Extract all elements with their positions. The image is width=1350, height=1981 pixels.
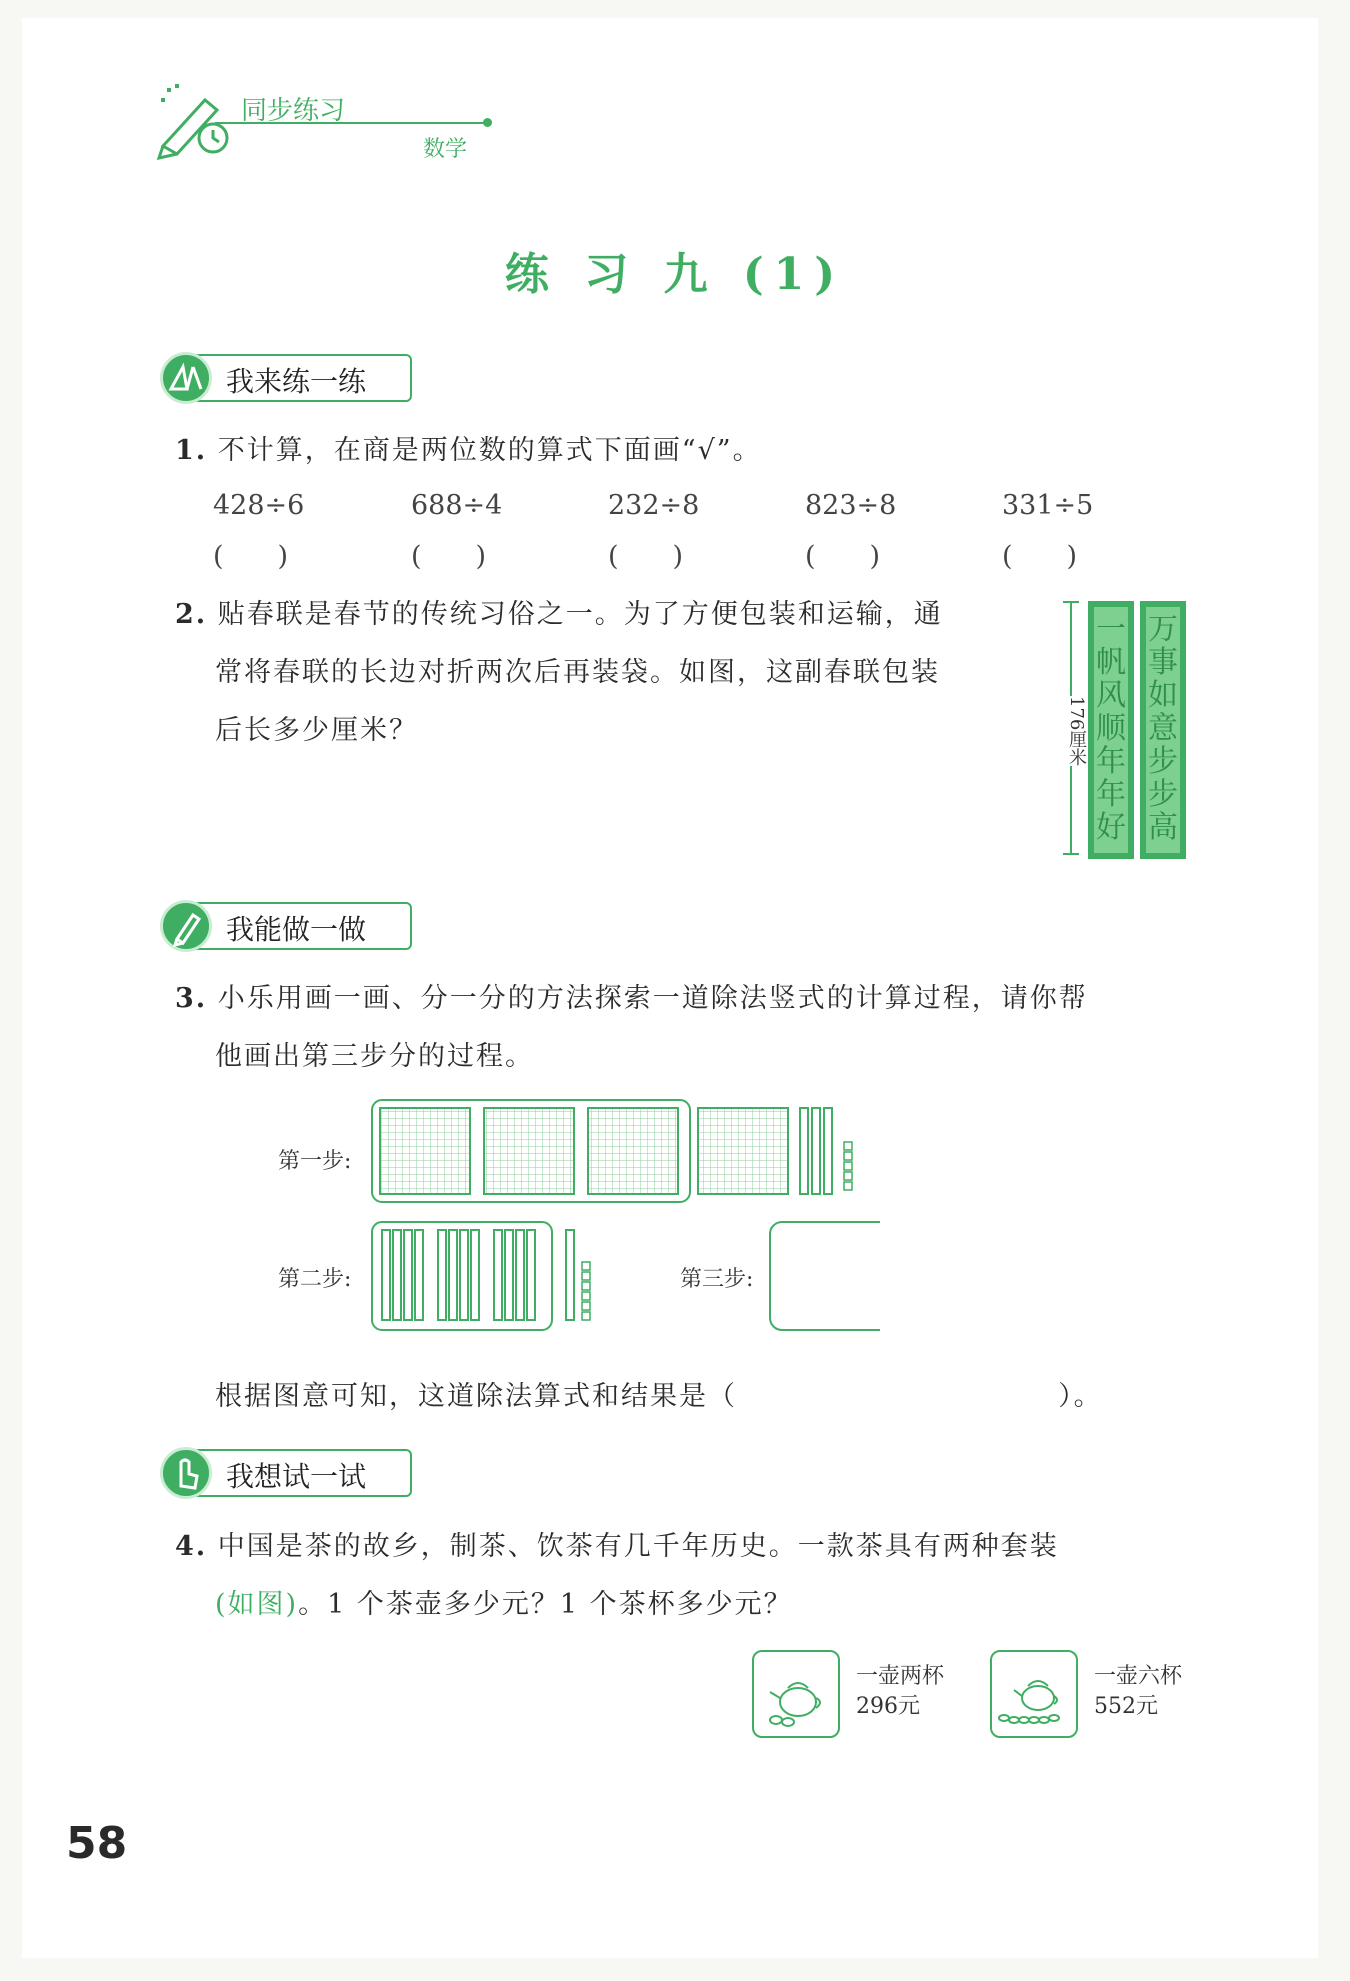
tea-set-1-price: 296元 [856, 1694, 920, 1719]
tea-set-2-price: 552元 [1094, 1694, 1158, 1719]
section-label: 我能做一做 [226, 913, 367, 946]
couplet-right [1140, 601, 1186, 859]
question-3 [175, 970, 1195, 1086]
question-text: 不计算，在商是两位数的算式下面画“√”。 [217, 435, 762, 466]
expression-1: 428÷6 [213, 490, 305, 521]
question-line: 小乐用画一画、分一分的方法探索一道除法竖式的计算过程，请你帮 [217, 983, 1088, 1014]
tea-set-2 [990, 1650, 1183, 1738]
question-line: 他画出第三步分的过程。 [215, 1041, 534, 1072]
pencil-icon [160, 900, 212, 952]
section-try [160, 1447, 410, 1495]
section-practice [160, 352, 410, 400]
question-line: 常将春联的长边对折两次后再装袋。如图，这副春联包装 [215, 657, 940, 688]
page-number: 58 [66, 1818, 128, 1869]
division-diagram [360, 1090, 880, 1340]
section-can-do [160, 900, 410, 948]
tea-set-1 [752, 1650, 945, 1738]
page-header [155, 80, 495, 170]
tea-set-1-name: 一壶两杯 [856, 1664, 945, 1689]
header-dot [483, 118, 492, 127]
question-line: 贴春联是春节的传统习俗之一。为了方便包装和运输，通 [217, 599, 943, 630]
series-title: 同步练习 [241, 96, 346, 126]
question-number: 2. [175, 599, 208, 630]
answer-suffix: ）。 [1058, 1381, 1103, 1412]
figure-reference: (如图) [215, 1589, 299, 1620]
step1-group [372, 1100, 852, 1202]
question-number: 4. [175, 1531, 208, 1562]
pencil-clock-icon [155, 80, 235, 160]
q3-answer-line [215, 1368, 1175, 1426]
subject-label: 数学 [423, 137, 468, 162]
answer-blank-2[interactable]: ( ) [411, 541, 487, 572]
question-line: 。1 个茶壶多少元？1 个茶杯多少元？ [298, 1589, 793, 1620]
expression-4: 823÷8 [805, 490, 897, 521]
answer-blank-5[interactable]: ( ) [1002, 541, 1078, 572]
teapot-cups-icon [992, 1652, 1076, 1736]
couplet-left [1088, 601, 1134, 859]
length-arrow-bottom [1063, 853, 1079, 855]
step3-label: 第三步: [680, 1267, 754, 1292]
answer-blank-3[interactable]: ( ) [608, 541, 684, 572]
ruler-compass-icon [160, 352, 212, 404]
step2-label: 第二步: [278, 1267, 352, 1292]
step1-label: 第一步: [278, 1149, 352, 1174]
question-line: 后长多少厘米？ [215, 715, 418, 746]
teapot-icon [754, 1652, 838, 1736]
step3-drawing-box[interactable] [770, 1222, 880, 1330]
section-label: 我想试一试 [226, 1460, 367, 1493]
question-number: 3. [175, 983, 208, 1014]
question-line: 中国是茶的故乡，制茶、饮茶有几千年历史。一款茶具有两种套装 [217, 1531, 1059, 1562]
question-4 [175, 1518, 1215, 1634]
tea-set-2-label [1094, 1662, 1214, 1722]
length-arrow-top [1063, 601, 1079, 603]
question-2 [175, 586, 1045, 760]
answer-prefix: 根据图意可知，这道除法算式和结果是（ [215, 1381, 737, 1412]
tea-set-2-name: 一壶六杯 [1094, 1664, 1183, 1689]
couplet-left-text: 一帆风顺年年好 [1096, 612, 1126, 845]
step2-group [372, 1222, 590, 1330]
expression-3: 232÷8 [608, 490, 700, 521]
length-label: 176厘米 [1054, 696, 1086, 766]
hand-pointer-icon [160, 1447, 212, 1499]
answer-blank-4[interactable]: ( ) [805, 541, 881, 572]
answer-blank-1[interactable]: ( ) [213, 541, 289, 572]
question-1 [175, 422, 1175, 480]
section-label: 我来练一练 [226, 365, 367, 398]
page-title: 练 习 九 (1) [504, 249, 846, 300]
tea-set-1-label [856, 1662, 976, 1722]
question-number: 1. [175, 435, 208, 466]
expression-5: 331÷5 [1002, 490, 1094, 521]
couplet-right-text: 万事如意步步高 [1148, 612, 1178, 845]
expression-2: 688÷4 [411, 490, 503, 521]
